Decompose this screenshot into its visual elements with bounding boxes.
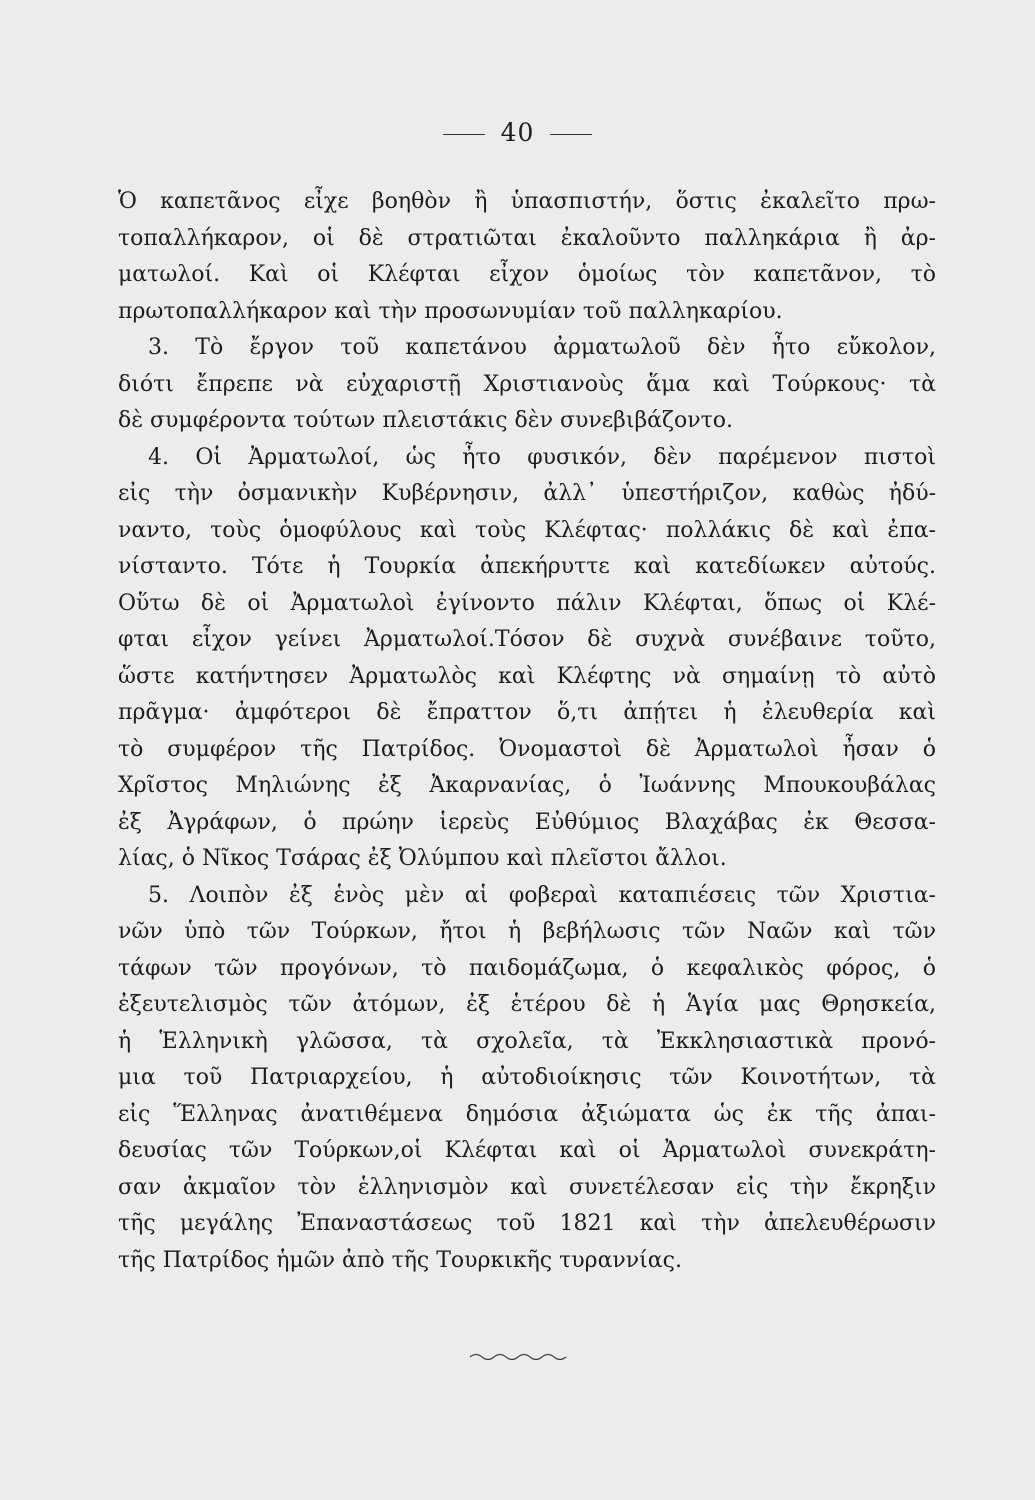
- text-line: τὸ συμφέρον τῆς Πατρίδος. Ὀνομαστοὶ δὲ Ἀρματωλοὶ ἦσαν ὁ: [118, 736, 936, 762]
- paragraph-5-start: 5. Λοιπὸν ἐξ ἑνὸς μὲν αἱ φοβεραὶ καταπιέσεις τῶν Χριστια-: [148, 882, 936, 908]
- text-line: τοπαλλήκαρον, οἱ δὲ στρατιῶται ἐκαλοῦντο παλληκάρια ἢ ἀρ-: [118, 225, 936, 251]
- body-text: [118, 184, 936, 1279]
- text-line: νίσταντο. Τότε ἡ Τουρκία ἀπεκήρυττε καὶ κατεδίωκεν αὐτούς.: [118, 554, 936, 579]
- page-number: 40: [500, 118, 535, 147]
- text-line: Οὕτω δὲ οἱ Ἀρματωλοὶ ἐγίνοντο πάλιν Κλέφται, ὅπως οἱ Κλέ-: [118, 590, 936, 616]
- text-line: ἡ Ἑλληνικὴ γλῶσσα, τὰ σχολεῖα, τὰ Ἐκκλησιαστικὰ προνό-: [118, 1028, 936, 1054]
- text-line: τάφων τῶν προγόνων, τὸ παιδομάζωμα, ὁ κεφαλικὸς φόρος, ὁ: [118, 955, 936, 981]
- text-line: ματωλοί. Καὶ οἱ Κλέφται εἶχον ὁμοίως τὸν καπετᾶνον, τὸ: [118, 262, 936, 287]
- text-line: ἐξ Ἀγράφων, ὁ πρώην ἱερεὺς Εὐθύμιος Βλαχάβας ἐκ Θεσσα-: [118, 809, 936, 835]
- text-line: φται εἶχον γείνει Ἀρματωλοί.Τόσον δὲ συχνὰ συνέβαινε τοῦτο,: [118, 627, 936, 652]
- text-line: δευσίας τῶν Τούρκων,οἱ Κλέφται καὶ οἱ Ἀρματωλοὶ συνεκράτη-: [118, 1138, 936, 1163]
- left-dash: [443, 134, 485, 135]
- right-dash: [550, 134, 592, 135]
- paragraph-3-start: 3. Τὸ ἔργον τοῦ καπετάνου ἀρματωλοῦ δὲν ἦτο εὔκολον,: [148, 335, 936, 360]
- text-line: τῆς μεγάλης Ἐπαναστάσεως τοῦ 1821 καὶ τὴν ἀπελευθέρωσιν: [118, 1211, 936, 1236]
- paragraph-4-start: 4. Οἱ Ἀρματωλοί, ὡς ἦτο φυσικόν, δὲν παρέμενον πιστοὶ: [148, 444, 936, 470]
- text-line: ὥστε κατήντησεν Ἀρματωλὸς καὶ Κλέφτης νὰ σημαίνῃ τὸ αὐτὸ: [118, 663, 936, 689]
- text-line: διότι ἔπρεπε νὰ εὐχαριστῇ Χριστιανοὺς ἅμα καὶ Τούρκους· τὰ: [118, 371, 936, 397]
- text-line: ἐξευτελισμὸς τῶν ἀτόμων, ἐξ ἑτέρου δὲ ἡ Ἁγία μας Θρησκεία,: [118, 992, 936, 1017]
- text-line: εἰς τὴν ὀσμανικὴν Κυβέρνησιν, ἀλλ᾽ ὑπεστήριζον, καθὼς ἠδύ-: [118, 481, 936, 506]
- text-line: Χρῖστος Μηλιώνης ἐξ Ἀκαρνανίας, ὁ Ἰωάννης Μπουκουβάλας: [118, 773, 936, 798]
- text-line: τῆς Πατρίδος ἡμῶν ἀπὸ τῆς Τουρκικῆς τυραννίας.: [118, 1247, 682, 1273]
- text-line: δὲ συμφέροντα τούτων πλειστάκις δὲν συνεβιβάζοντο.: [118, 408, 733, 433]
- text-line: ναντο, τοὺς ὁμοφύλους καὶ τοὺς Κλέφτας· πολλάκις δὲ καὶ ἐπα-: [118, 517, 936, 543]
- page-number-header: [0, 118, 1035, 147]
- text-line: νῶν ὑπὸ τῶν Τούρκων, ἤτοι ἡ βεβήλωσις τῶν Ναῶν καὶ τῶν: [118, 919, 936, 944]
- text-line: πρᾶγμα· ἀμφότεροι δὲ ἔπραττον ὅ,τι ἀπῄτει ἡ ἐλευθερία καὶ: [118, 700, 936, 725]
- text-line: εἰς Ἕλληνας ἀνατιθέμενα δημόσια ἀξιώματα ὡς ἐκ τῆς ἀπαι-: [118, 1101, 936, 1127]
- wavy-ornament: [470, 1350, 570, 1364]
- text-line: πρωτοπαλλήκαρον καὶ τὴν προσωνυμίαν τοῦ παλληκαρίου.: [118, 298, 783, 324]
- text-line: μια τοῦ Πατριαρχείου, ἡ αὐτοδιοίκησις τῶν Κοινοτήτων, τὰ: [118, 1065, 936, 1090]
- text-line: Ὁ καπετᾶνος εἶχε βοηθὸν ἢ ὑπασπιστήν, ὅστις ἐκαλεῖτο πρω-: [118, 189, 936, 214]
- text-line: σαν ἀκμαῖον τὸν ἑλληνισμὸν καὶ συνετέλεσαν εἰς τὴν ἔκρηξιν: [118, 1174, 936, 1200]
- text-line: λίας, ὁ Νῖκος Τσάρας ἐξ Ὀλύμπου καὶ πλεῖστοι ἄλλοι.: [118, 846, 727, 871]
